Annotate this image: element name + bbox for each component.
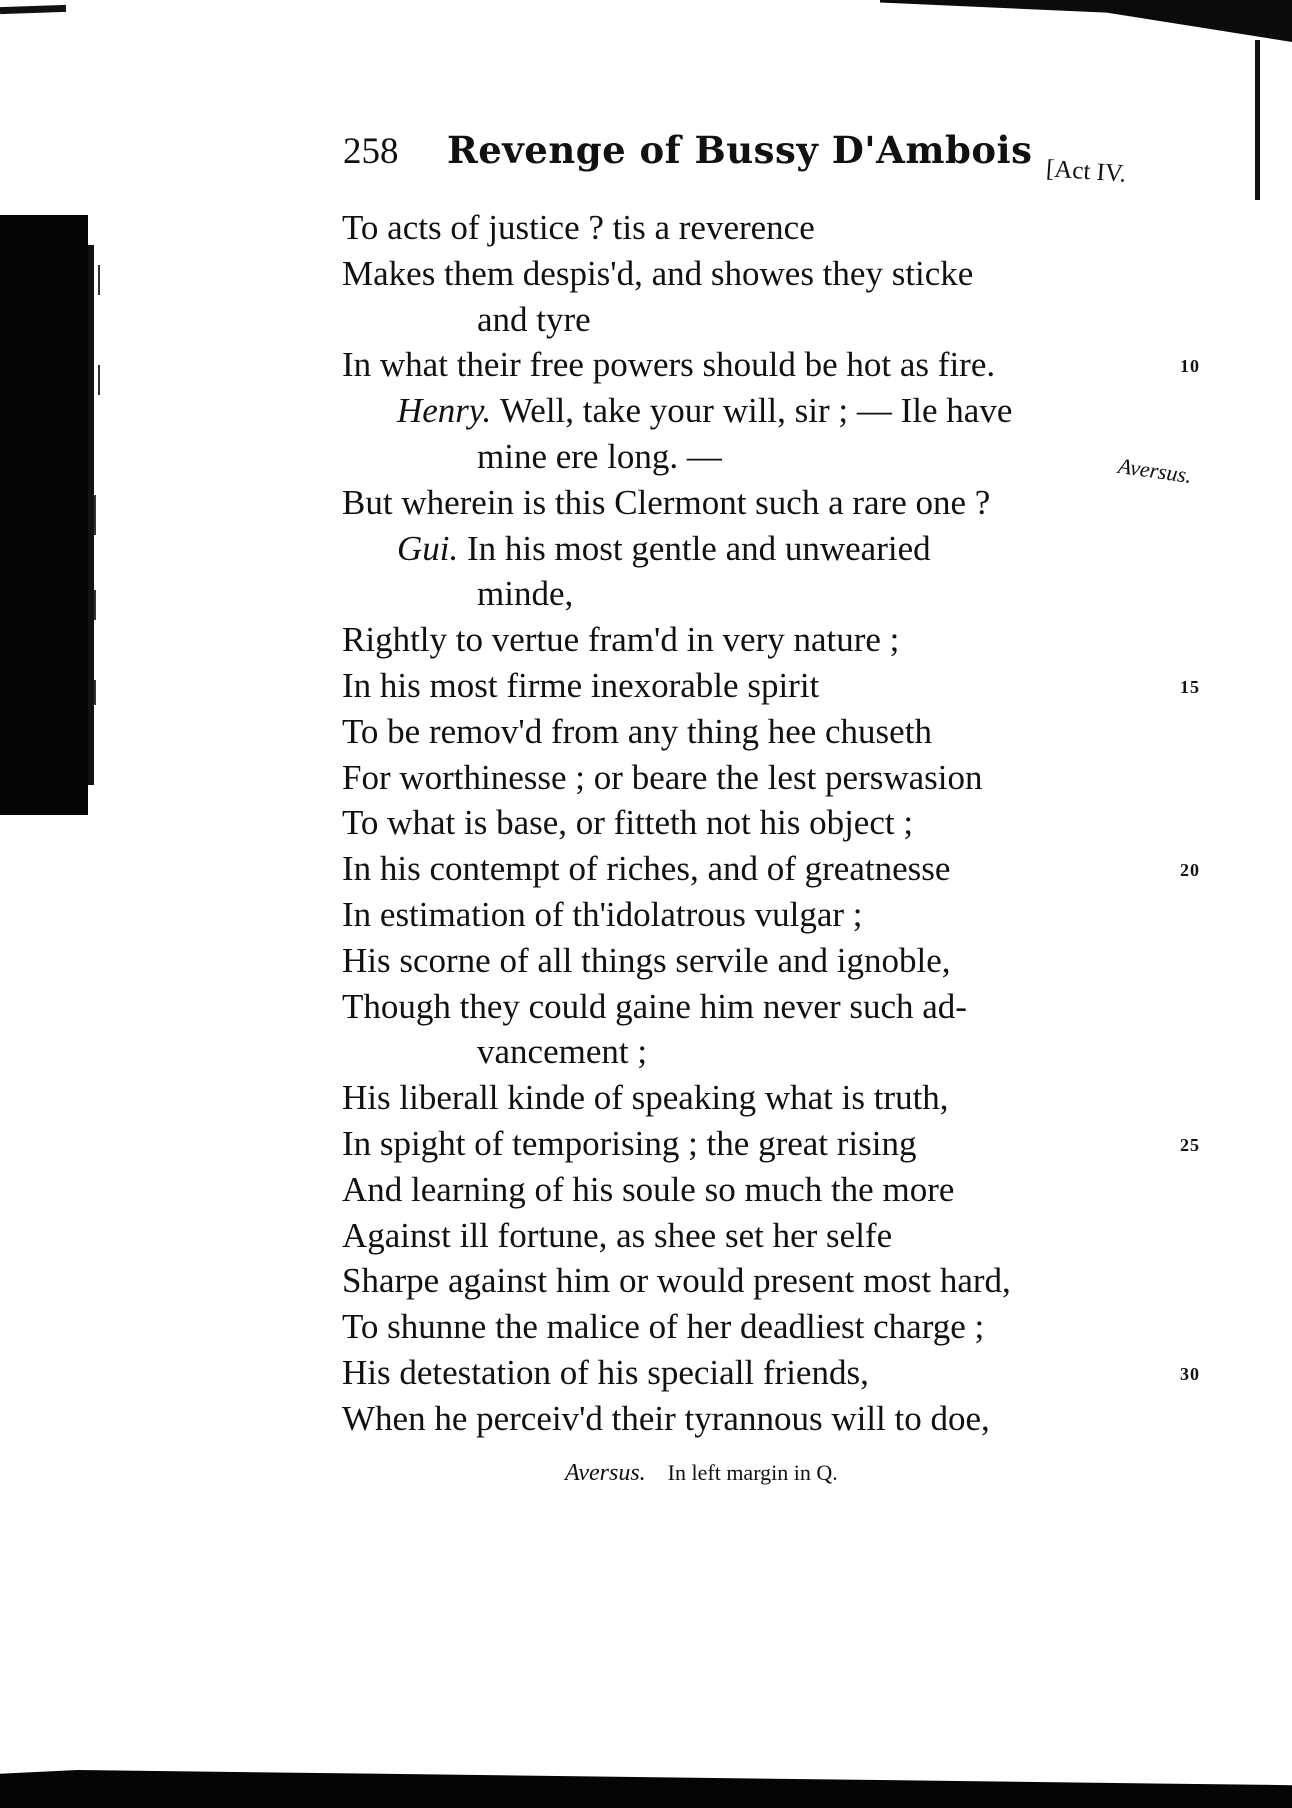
scan-shadow-top-left — [0, 5, 66, 14]
line-text: To shunne the malice of her deadliest charge ; — [342, 1307, 985, 1347]
footnote-term: Aversus. — [565, 1460, 646, 1486]
line-text: Makes them despis'd, and showes they sticke — [342, 253, 974, 293]
verse-line — [342, 434, 1222, 489]
line-text: Well, take your will, sir ; — Ile have — [500, 391, 1013, 431]
line-text: In his contempt of riches, and of greatnesse — [342, 849, 951, 889]
verse-line — [342, 1029, 1222, 1075]
line-text: In his most gentle and unwearied — [467, 528, 931, 568]
scan-shadow-right-edge — [1255, 40, 1260, 200]
line-text: mine ere long. — — [477, 436, 722, 476]
verse-line — [342, 1258, 1222, 1304]
scan-speck — [98, 365, 100, 395]
verse-line — [342, 1167, 1222, 1213]
line-text: But wherein is this Clermont such a rare one ? — [342, 482, 991, 522]
page-number: 258 — [343, 131, 399, 172]
verse-line — [342, 1396, 1222, 1442]
verse-line — [342, 1075, 1222, 1121]
verse-line — [342, 388, 1222, 434]
page-header — [343, 128, 1173, 188]
line-text: In his most firme inexorable spirit — [342, 665, 820, 705]
line-text: And learning of his soule so much the more — [342, 1169, 955, 1209]
line-number: 10 — [1180, 356, 1200, 377]
speaker-name: Gui. — [397, 528, 459, 568]
footnote — [565, 1460, 838, 1487]
verse-line — [342, 526, 1222, 572]
line-text: Against ill fortune, as shee set her selfe — [342, 1215, 893, 1255]
line-text: In what their free powers should be hot as fire. — [342, 345, 996, 385]
verse-line — [342, 480, 1222, 526]
scan-speck — [94, 590, 96, 620]
verse-line — [342, 251, 1222, 297]
line-text: Rightly to vertue fram'd in very nature ; — [342, 620, 900, 660]
verse-line — [342, 1304, 1222, 1350]
footnote-text: In left margin in Q. — [667, 1460, 838, 1485]
line-number: 20 — [1180, 860, 1200, 881]
verse-line — [342, 617, 1222, 663]
scan-shadow-top-right — [880, 0, 1292, 42]
scan-speck — [98, 265, 100, 295]
scan-shadow-bottom — [0, 1770, 1292, 1808]
verse-line — [342, 892, 1222, 938]
line-text: Though they could gaine him never such ad- — [342, 986, 967, 1026]
running-title: Revenge of Bussy D'Ambois — [447, 128, 1033, 172]
line-text: vancement ; — [477, 1032, 648, 1072]
line-text: His liberall kinde of speaking what is truth, — [342, 1078, 949, 1118]
act-label: [Act IV. — [1045, 155, 1127, 188]
verse-line — [342, 663, 1222, 709]
scan-speck — [94, 495, 96, 535]
line-text: His detestation of his speciall friends, — [342, 1352, 869, 1392]
verse-line — [342, 1121, 1222, 1167]
verse-line — [342, 342, 1222, 388]
scan-shadow-left-edge — [0, 215, 88, 815]
verse-text — [342, 205, 1222, 1442]
line-text: Sharpe against him or would present most hard, — [342, 1261, 1011, 1301]
verse-line — [342, 800, 1222, 846]
line-text: In spight of temporising ; the great rising — [342, 1123, 917, 1163]
verse-line — [342, 938, 1222, 984]
verse-line — [342, 984, 1222, 1030]
line-text: For worthinesse ; or beare the lest perswasion — [342, 757, 983, 797]
line-text: In estimation of th'idolatrous vulgar ; — [342, 894, 863, 934]
speaker-name: Henry. — [397, 391, 492, 431]
verse-line — [342, 846, 1222, 892]
line-text: To what is base, or fitteth not his object ; — [342, 803, 914, 843]
line-text: minde, — [477, 574, 574, 614]
line-text: His scorne of all things servile and ignoble, — [342, 940, 951, 980]
verse-line — [342, 205, 1222, 251]
verse-line — [342, 297, 1222, 343]
verse-line — [342, 1213, 1222, 1259]
line-text: To be remov'd from any thing hee chuseth — [342, 711, 932, 751]
stage-direction: Aversus. — [1116, 452, 1194, 489]
verse-line — [342, 1350, 1222, 1396]
line-text: and tyre — [477, 299, 591, 339]
line-number: 25 — [1180, 1134, 1200, 1155]
verse-line — [342, 755, 1222, 801]
scan-speck — [94, 680, 96, 705]
line-number: 15 — [1180, 676, 1200, 697]
line-number: 30 — [1180, 1363, 1200, 1384]
line-text: To acts of justice ? tis a reverence — [342, 208, 815, 247]
line-text: When he perceiv'd their tyrannous will to doe, — [342, 1398, 990, 1438]
verse-line — [342, 571, 1222, 617]
verse-line — [342, 709, 1222, 755]
